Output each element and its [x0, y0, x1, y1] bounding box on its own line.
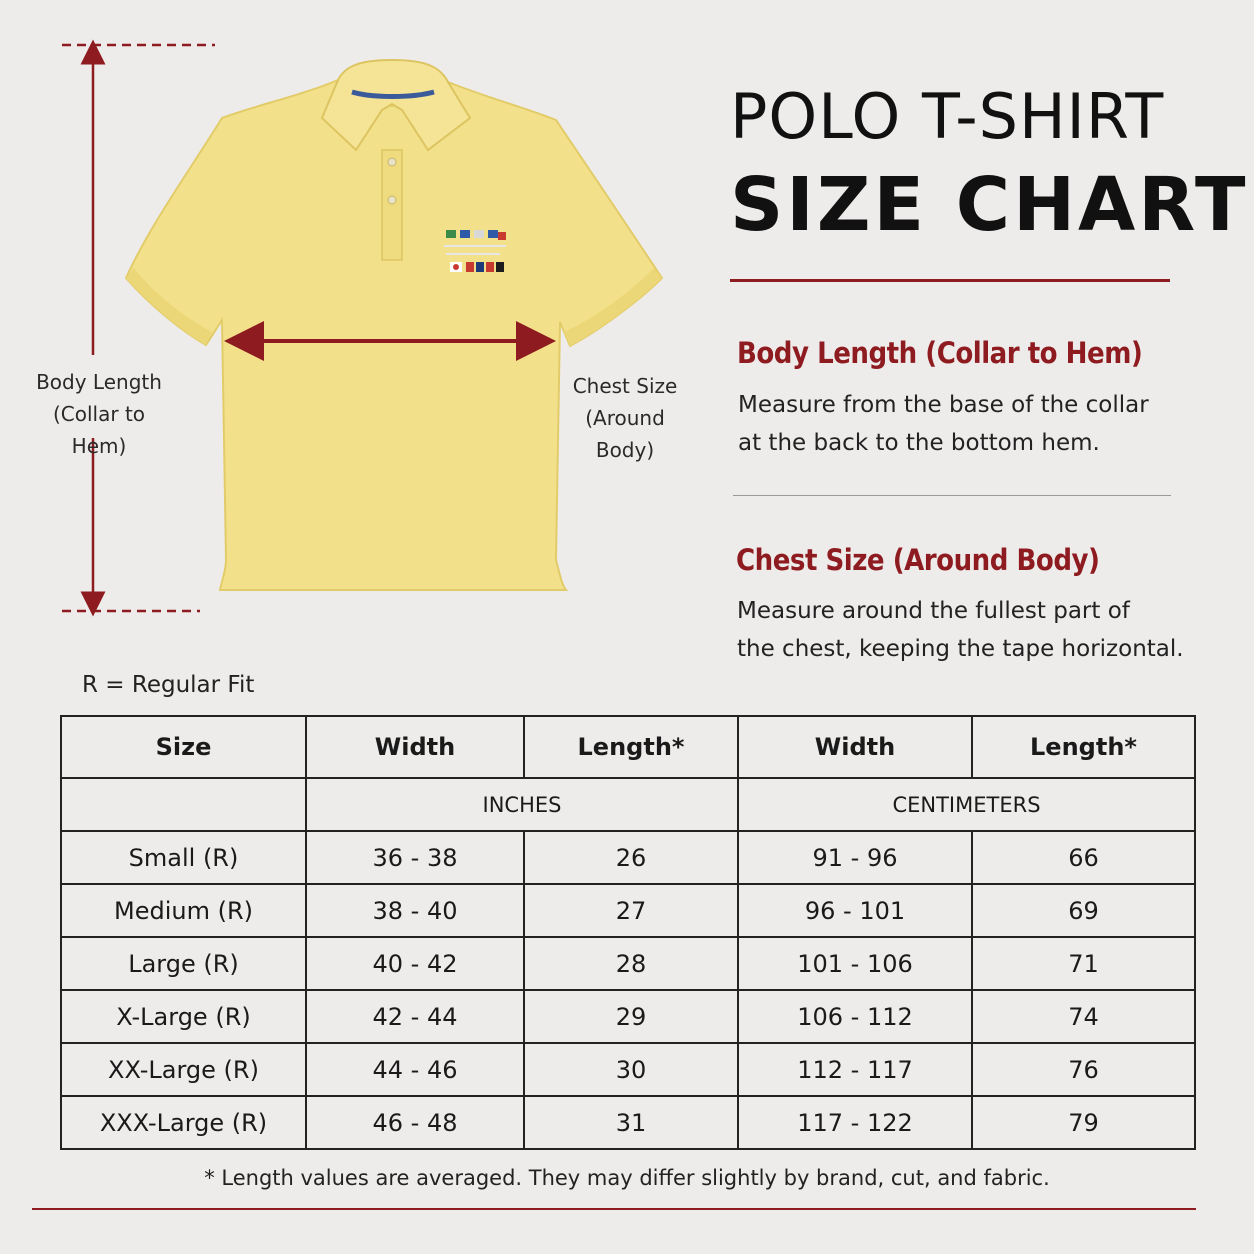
- size-cell: XXX-Large (R): [61, 1096, 306, 1149]
- chest-label-line2: (Around Body): [585, 406, 665, 462]
- measurement-diagram: [0, 0, 720, 640]
- units-empty-cell: [61, 778, 306, 831]
- info-divider: [733, 495, 1171, 496]
- bottom-divider: [32, 1208, 1196, 1210]
- width-cm-cell: 91 - 96: [738, 831, 972, 884]
- width-in-cell: 44 - 46: [306, 1043, 524, 1096]
- body-length-desc-line2: at the back to the bottom hem.: [738, 430, 1100, 456]
- length-in-cell: 30: [524, 1043, 738, 1096]
- title-divider: [730, 279, 1170, 282]
- width-cm-cell: 101 - 106: [738, 937, 972, 990]
- size-cell: X-Large (R): [61, 990, 306, 1043]
- size-cell: XX-Large (R): [61, 1043, 306, 1096]
- length-cm-cell: 79: [972, 1096, 1195, 1149]
- length-in-cell: 26: [524, 831, 738, 884]
- width-cm-cell: 106 - 112: [738, 990, 972, 1043]
- width-in-cell: 46 - 48: [306, 1096, 524, 1149]
- table-header-row: [61, 716, 1195, 778]
- body-length-heading: Body Length (Collar to Hem): [737, 336, 1143, 370]
- table-units-row: [61, 778, 1195, 831]
- width-in-cell: 38 - 40: [306, 884, 524, 937]
- table-row: [61, 831, 1195, 884]
- table-row: [61, 1096, 1195, 1149]
- body-length-label: [28, 366, 170, 462]
- length-in-cell: 28: [524, 937, 738, 990]
- chest-label-line1: Chest Size: [572, 374, 678, 398]
- polo-shirt-illustration: [0, 0, 720, 640]
- page-title-line1: POLO T-SHIRT: [730, 80, 1165, 153]
- chest-size-description: [737, 592, 1184, 668]
- width-in-cell: 42 - 44: [306, 990, 524, 1043]
- size-cell: Medium (R): [61, 884, 306, 937]
- length-in-cell: 31: [524, 1096, 738, 1149]
- body-length-desc-line1: Measure from the base of the collar: [738, 392, 1149, 418]
- header-length-cm: Length*: [972, 716, 1195, 778]
- header-length-in: Length*: [524, 716, 738, 778]
- length-in-cell: 27: [524, 884, 738, 937]
- size-table: [60, 715, 1196, 1150]
- chest-desc-line2: the chest, keeping the tape horizontal.: [737, 636, 1184, 662]
- length-cm-cell: 66: [972, 831, 1195, 884]
- table-row: [61, 884, 1195, 937]
- chest-desc-line1: Measure around the fullest part of: [737, 598, 1130, 624]
- width-cm-cell: 117 - 122: [738, 1096, 972, 1149]
- length-cm-cell: 76: [972, 1043, 1195, 1096]
- length-cm-cell: 71: [972, 937, 1195, 990]
- length-cm-cell: 74: [972, 990, 1195, 1043]
- units-inches: INCHES: [306, 778, 738, 831]
- length-cm-cell: 69: [972, 884, 1195, 937]
- table-row: [61, 1043, 1195, 1096]
- width-in-cell: 36 - 38: [306, 831, 524, 884]
- width-in-cell: 40 - 42: [306, 937, 524, 990]
- width-cm-cell: 112 - 117: [738, 1043, 972, 1096]
- length-in-cell: 29: [524, 990, 738, 1043]
- chest-size-heading: Chest Size (Around Body): [736, 543, 1100, 577]
- size-cell: Large (R): [61, 937, 306, 990]
- size-cell: Small (R): [61, 831, 306, 884]
- chest-size-label: [556, 370, 694, 466]
- body-length-description: [738, 386, 1149, 462]
- header-width-cm: Width: [738, 716, 972, 778]
- footnote: * Length values are averaged. They may differ slightly by brand, cut, and fabric.: [204, 1166, 1050, 1190]
- body-length-label-line2: (Collar to Hem): [52, 402, 146, 458]
- table-row: [61, 937, 1195, 990]
- body-length-label-line1: Body Length: [36, 370, 162, 394]
- fit-note: R = Regular Fit: [82, 672, 255, 698]
- units-centimeters: CENTIMETERS: [738, 778, 1195, 831]
- page-title-line2: SIZE CHART: [730, 162, 1249, 248]
- table-row: [61, 990, 1195, 1043]
- header-width-in: Width: [306, 716, 524, 778]
- width-cm-cell: 96 - 101: [738, 884, 972, 937]
- header-size: Size: [61, 716, 306, 778]
